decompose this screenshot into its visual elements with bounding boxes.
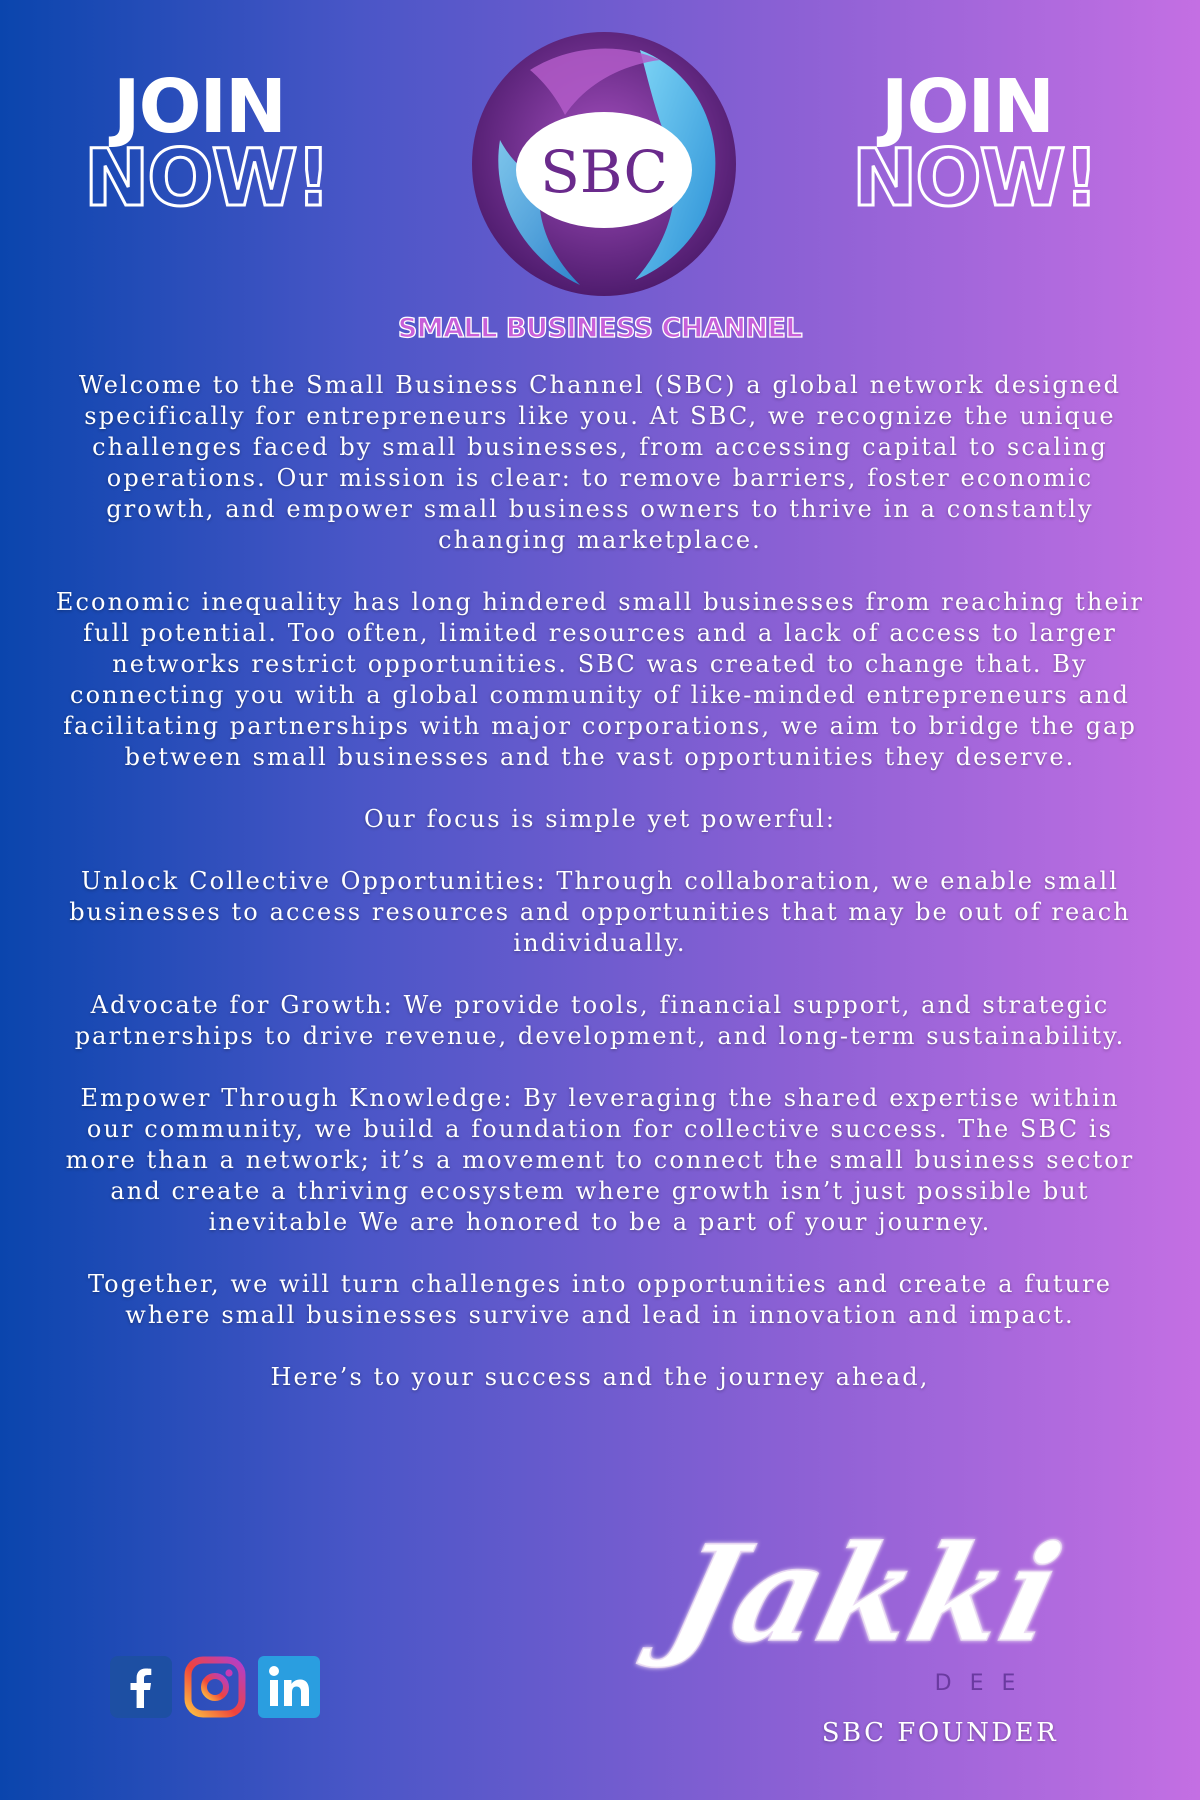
letter-paragraph: Unlock Collective Opportunities: Through collaboration, we enable small businesses to access resources and opportunities that may be out of reach individually. (69, 867, 1131, 957)
join-label: JOIN (113, 64, 285, 150)
now-label: NOW! (84, 134, 330, 225)
now-label: NOW! (852, 134, 1098, 225)
social-links (110, 1656, 320, 1718)
founder-title: SBC FOUNDER (821, 1718, 1059, 1748)
facebook-icon[interactable] (110, 1656, 172, 1718)
instagram-icon[interactable] (184, 1656, 246, 1718)
sbc-logo (470, 30, 738, 298)
logo-caption: SMALL BUSINESS CHANNEL (397, 313, 803, 344)
join-label: JOIN (881, 64, 1053, 150)
join-now-left[interactable] (84, 64, 330, 225)
letter-paragraph: Welcome to the Small Business Channel (SBC) a global network designed specifically for entrepreneurs like you. At SBC, we recognize the unique challenges faced by small businesses, from accessing capital to scaling operations. Our mission is clear: to remove barriers, foster economic growth, and empower small business owners to thrive in a constantly changing marketplace. (78, 371, 1122, 554)
join-now-right[interactable] (852, 64, 1098, 225)
letter-paragraph: Our focus is simple yet powerful: (363, 805, 837, 833)
welcome-letter (52, 370, 1148, 1424)
letter-paragraph: Advocate for Growth: We provide tools, financial support, and strategic partnerships to drive revenue, development, and long-term sustainability. (74, 991, 1126, 1050)
signature-sub: DEE (934, 1671, 1034, 1696)
signature (655, 1490, 1116, 1700)
logo-text: SBC (540, 138, 668, 206)
letter-closing: Here’s to your success and the journey ahead, (270, 1363, 930, 1391)
signature-name: Jakki (655, 1515, 1076, 1672)
letter-paragraph: Together, we will turn challenges into opportunities and create a future where small businesses survive and lead in innovation and impact. (87, 1270, 1113, 1329)
letter-paragraph: Economic inequality has long hindered small businesses from reaching their full potential. Too often, limited resources and a lack of access to larger networks restrict opportunities. SBC was created to change that. By connecting you with a global community of like-minded entrepreneurs and facilitating partnerships with major corporations, we aim to bridge the gap between small businesses and the vast opportunities they deserve. (55, 588, 1145, 771)
letter-paragraph: Empower Through Knowledge: By leveraging the shared expertise within our community, we build a foundation for collective success. The SBC is more than a network; it’s a movement to connect the small business sector and create a thriving ecosystem where growth isn’t just possible but inevitable We are honored to be a part of your journey. (65, 1084, 1135, 1236)
linkedin-icon[interactable] (258, 1656, 320, 1718)
